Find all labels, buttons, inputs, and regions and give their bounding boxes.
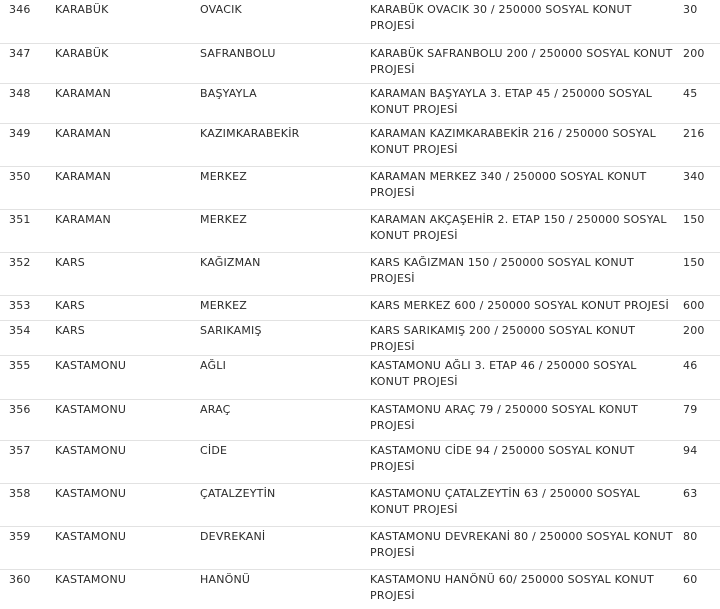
province-cell: KASTAMONU [55,355,200,399]
district-cell: SARIKAMIŞ [200,320,370,355]
district-cell: SAFRANBOLU [200,43,370,83]
project-name-cell: KASTAMONU CİDE 94 / 250000 SOSYAL KONUT PROJESİ [370,440,683,483]
project-name-cell: KARABÜK SAFRANBOLU 200 / 250000 SOSYAL KONUT PROJESİ [370,43,683,83]
table-row [0,483,720,526]
unit-count-cell: 46 [683,355,720,399]
province-cell: KARAMAN [55,123,200,166]
district-cell: ARAÇ [200,399,370,440]
row-number-cell: 353 [0,295,55,320]
project-name-cell: KARS KAĞIZMAN 150 / 250000 SOSYAL KONUT PROJESİ [370,252,683,295]
project-name-cell: KASTAMONU HANÖNÜ 60/ 250000 SOSYAL KONUT PROJESİ [370,572,654,602]
unit-count-cell: 94 [683,440,720,483]
district-cell: OVACIK [200,0,370,43]
unit-count-cell: 600 [683,295,720,320]
unit-count-cell: 200 [683,43,720,83]
district-cell: KAĞIZMAN [200,252,370,295]
district-cell: MERKEZ [200,295,370,320]
unit-count-cell: 45 [683,83,720,123]
row-number-cell: 354 [0,320,55,355]
project-name-cell: KARAMAN BAŞYAYLA 3. ETAP 45 / 250000 SOSYAL KONUT PROJESİ [370,83,683,123]
district-cell: ÇATALZEYTİN [200,483,370,526]
province-cell: KARS [55,252,200,295]
project-name-cell: KASTAMONU DEVREKANİ 80 / 250000 SOSYAL KONUT PROJESİ [370,526,683,569]
province-cell: KARAMAN [55,166,200,209]
row-number-cell: 360 [9,572,31,586]
unit-count-cell: 63 [683,483,720,526]
unit-count-cell: 150 [683,252,720,295]
row-number-cell: 351 [0,209,55,252]
project-name-cell: KARABÜK OVACIK 30 / 250000 SOSYAL KONUT PROJESİ [370,0,683,43]
district-cell: AĞLI [200,355,370,399]
district-cell: MERKEZ [200,166,370,209]
project-name-cell: KARS MERKEZ 600 / 250000 SOSYAL KONUT PROJESİ [370,295,683,320]
project-name-cell: KARAMAN AKÇAŞEHİR 2. ETAP 150 / 250000 SOSYAL KONUT PROJESİ [370,209,683,252]
table-row [0,43,720,83]
table-row [0,526,720,569]
table-row [0,252,720,295]
row-number-cell: 348 [0,83,55,123]
table-row [0,399,720,440]
row-number-cell: 352 [0,252,55,295]
unit-count-cell: 150 [683,209,720,252]
row-number-cell: 350 [0,166,55,209]
unit-count-cell: 216 [683,123,720,166]
province-cell: KASTAMONU [55,572,127,586]
province-cell: KARABÜK [55,43,200,83]
table-row [0,123,720,166]
province-cell: KASTAMONU [55,440,200,483]
row-number-cell: 347 [0,43,55,83]
province-cell: KARAMAN [55,83,200,123]
project-name-cell: KASTAMONU ÇATALZEYTİN 63 / 250000 SOSYAL KONUT PROJESİ [370,483,683,526]
district-cell: MERKEZ [200,209,370,252]
district-cell: CİDE [200,440,370,483]
unit-count-cell: 30 [683,0,720,43]
province-cell: KASTAMONU [55,483,200,526]
project-name-cell: KARS SARIKAMIŞ 200 / 250000 SOSYAL KONUT PROJESİ [370,320,683,355]
project-name-cell: KASTAMONU ARAÇ 79 / 250000 SOSYAL KONUT PROJESİ [370,399,683,440]
row-number-cell: 346 [0,0,55,43]
project-name-cell: KARAMAN KAZIMKARABEKİR 216 / 250000 SOSYAL KONUT PROJESİ [370,123,683,166]
unit-count-cell: 79 [683,399,720,440]
project-name-cell: KARAMAN MERKEZ 340 / 250000 SOSYAL KONUT PROJESİ [370,166,683,209]
table-row [0,0,720,43]
table-row [0,320,720,355]
row-number-cell: 356 [0,399,55,440]
province-cell: KARABÜK [55,0,200,43]
table-row [0,440,720,483]
province-cell: KARAMAN [55,209,200,252]
table-row [0,295,720,320]
table-row [0,355,720,399]
district-cell: KAZIMKARABEKİR [200,123,370,166]
province-cell: KARS [55,295,200,320]
row-number-cell: 355 [0,355,55,399]
row-number-cell: 359 [0,526,55,569]
table-row [0,83,720,123]
province-cell: KASTAMONU [55,399,200,440]
table-row [0,209,720,252]
project-name-cell: KASTAMONU AĞLI 3. ETAP 46 / 250000 SOSYAL KONUT PROJESİ [370,355,683,399]
district-cell: BAŞYAYLA [200,83,370,123]
unit-count-cell: 60 [683,572,698,586]
row-number-cell: 349 [0,123,55,166]
unit-count-cell: 200 [683,320,720,355]
table-row [0,569,720,609]
table-row [0,166,720,209]
unit-count-cell: 340 [683,166,720,209]
row-number-cell: 357 [0,440,55,483]
district-cell: HANÖNÜ [200,572,251,586]
province-cell: KARS [55,320,200,355]
row-number-cell: 358 [0,483,55,526]
province-cell: KASTAMONU [55,526,200,569]
district-cell: DEVREKANİ [200,526,370,569]
unit-count-cell: 80 [683,526,720,569]
